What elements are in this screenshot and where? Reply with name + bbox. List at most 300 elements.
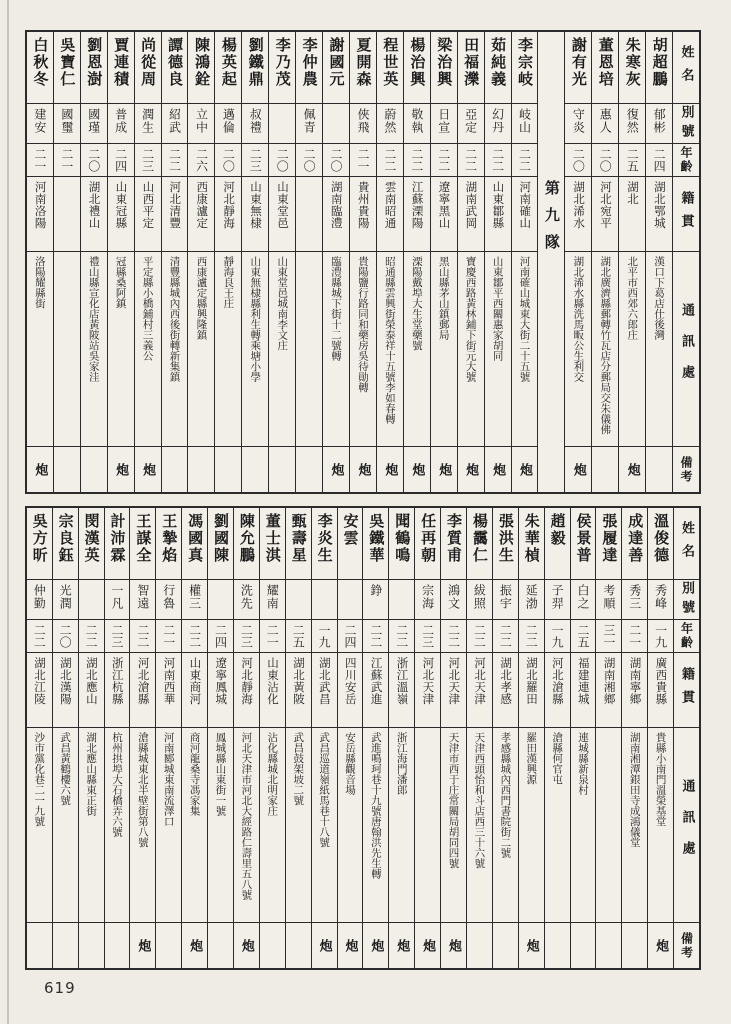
person-alias-cell (571, 580, 596, 620)
person-name-cell (79, 508, 104, 580)
person-column (518, 508, 544, 968)
person-name-cell (619, 32, 645, 104)
person-address-cell-text: 沙市黨化巷二一九號 (33, 732, 46, 827)
person-note-cell-text: 炮 (187, 939, 203, 952)
person-address-cell (404, 252, 430, 447)
person-column (376, 32, 403, 492)
person-age-cell-text: 二五 (625, 148, 640, 172)
person-address-cell (269, 252, 295, 447)
person-alias-cell (389, 580, 414, 620)
person-origin-cell-text: 山東鄒縣 (491, 181, 506, 229)
person-column (233, 508, 259, 968)
person-alias-cell-text: 宗海 (420, 584, 435, 610)
person-address-cell-text: 杭州拱埠大石橋弄六號 (110, 732, 123, 837)
person-address-cell-text: 湖北應山縣東正街 (85, 732, 98, 816)
person-column (80, 32, 107, 492)
person-note-cell (27, 447, 53, 492)
person-note-cell-text: 炮 (113, 463, 129, 476)
row-header-column (673, 508, 699, 968)
person-alias-cell (404, 104, 430, 144)
person-age-cell (105, 620, 130, 653)
person-origin-cell (431, 177, 457, 252)
person-age-cell (545, 620, 570, 653)
person-column (27, 508, 52, 968)
person-name-cell-text: 聞鶴鳴 (393, 513, 412, 564)
person-address-cell (377, 252, 403, 447)
person-alias-cell (363, 580, 388, 620)
person-note-cell-text: 炮 (368, 939, 384, 952)
person-origin-cell-text: 湖北禮山 (87, 181, 102, 229)
person-alias-cell-text: 考順 (601, 584, 616, 610)
person-age-cell (79, 620, 104, 653)
person-origin-cell-text: 浙江杭縣 (110, 657, 125, 705)
person-name-cell-text: 甄壽星 (289, 513, 308, 564)
person-note-cell (182, 923, 207, 968)
person-alias-cell-text: 日宣 (436, 108, 451, 134)
person-address-cell (162, 252, 188, 447)
person-column (53, 32, 80, 492)
person-alias-cell (512, 104, 538, 144)
person-address-cell-text: 臨澧縣城下街十二號轉 (330, 256, 343, 361)
person-alias-cell-text: 郁彬 (652, 108, 667, 134)
person-age-cell-text: 二四 (342, 624, 357, 648)
person-address-cell (105, 728, 130, 923)
person-name-cell (156, 508, 181, 580)
person-age-cell (188, 144, 214, 177)
person-alias-cell (519, 580, 544, 620)
person-note-cell (81, 447, 107, 492)
person-name-cell-text: 趙毅 (548, 513, 567, 547)
person-age-cell (215, 144, 241, 177)
person-origin-cell-text: 遼寧鳳城 (214, 657, 229, 705)
person-age-cell (54, 144, 80, 177)
person-name-cell (441, 508, 466, 580)
person-origin-cell (208, 653, 233, 728)
person-alias-cell-text: 守炎 (571, 108, 586, 134)
person-column (214, 32, 241, 492)
person-age-cell-text: 二一 (59, 148, 74, 172)
person-note-cell-text: 炮 (624, 463, 640, 476)
person-age-cell (296, 144, 322, 177)
person-alias-cell (81, 104, 107, 144)
person-column (414, 508, 440, 968)
person-name-cell-text: 劉國陳 (212, 513, 231, 564)
person-name-cell-text: 李炎生 (315, 513, 334, 564)
person-name-cell-text: 譚德良 (166, 37, 185, 88)
person-alias-cell-text: 國璽 (59, 108, 74, 134)
person-name-cell (596, 508, 621, 580)
person-origin-cell-text: 山東沾化 (266, 657, 281, 705)
person-age-cell (592, 144, 618, 177)
person-alias-cell (350, 104, 376, 144)
person-name-cell-text: 李仲農 (300, 37, 319, 88)
page-number: 619 (44, 979, 76, 997)
person-name-cell (323, 32, 349, 104)
person-address-cell (493, 728, 518, 923)
person-address-cell-text: 平定縣小橋鋪村三義公 (141, 256, 154, 361)
person-age-cell (234, 620, 259, 653)
person-address-cell (485, 252, 511, 447)
row-header-age-text: 年齡 (679, 622, 694, 650)
person-name-cell-text: 程世英 (381, 37, 400, 88)
person-age-cell-text: 二二 (409, 148, 424, 172)
person-age-cell-text: 二一 (265, 624, 280, 648)
person-age-cell-text: 二三 (109, 624, 124, 648)
person-origin-cell-text: 山東商河 (188, 657, 203, 705)
person-alias-cell (493, 580, 518, 620)
person-name-cell-text: 李乃茂 (273, 37, 292, 88)
person-alias-cell-text: 行魯 (161, 584, 176, 610)
person-name-cell (519, 508, 544, 580)
person-name-cell-text: 楊治興 (408, 37, 427, 88)
person-note-cell (545, 923, 570, 968)
person-origin-cell (646, 177, 672, 252)
person-alias-cell (54, 104, 80, 144)
person-column (52, 508, 78, 968)
person-age-cell (130, 620, 155, 653)
person-note-cell (571, 923, 596, 968)
person-name-cell-text: 朱寒灰 (623, 37, 642, 88)
person-age-cell (458, 144, 484, 177)
person-name-cell-text: 吳方昕 (30, 513, 49, 564)
person-origin-cell-text: 遼寧黑山 (437, 181, 452, 229)
person-origin-cell-text: 河北天津 (447, 657, 462, 705)
person-note-cell (135, 447, 161, 492)
person-name-cell (260, 508, 285, 580)
person-alias-cell-text: 耀南 (265, 584, 280, 610)
person-alias-cell-text: 振宇 (498, 584, 513, 610)
person-alias-cell (431, 104, 457, 144)
person-origin-cell (182, 653, 207, 728)
row-header-name (673, 32, 699, 104)
person-alias-cell (242, 104, 268, 144)
person-address-cell-text: 武昌巡道嶺紙馬巷十八號 (318, 732, 331, 848)
person-name-cell (565, 32, 591, 104)
person-address-cell-text: 貴縣小南門溫榮基堂 (654, 732, 667, 827)
person-name-cell (646, 32, 672, 104)
person-age-cell-text: 二〇 (329, 148, 344, 172)
person-origin-cell-text: 湖北應山 (84, 657, 99, 705)
person-origin-cell-text: 湖北孝感 (499, 657, 514, 705)
person-origin-cell (565, 177, 591, 252)
person-age-cell (182, 620, 207, 653)
person-name-cell (571, 508, 596, 580)
person-alias-cell (286, 580, 311, 620)
row-header-note-text: 備考 (679, 455, 694, 484)
person-age-cell-text: 二五 (291, 624, 306, 648)
person-address-cell (286, 728, 311, 923)
person-alias-cell-text: 秀峰 (653, 584, 668, 610)
person-note-cell (27, 923, 52, 968)
person-address-cell (54, 252, 80, 447)
person-alias-cell (182, 580, 207, 620)
person-origin-cell (215, 177, 241, 252)
person-column (349, 32, 376, 492)
person-age-cell (338, 620, 363, 653)
person-note-cell (404, 447, 430, 492)
person-column (544, 508, 570, 968)
person-note-cell-text: 炮 (446, 939, 462, 952)
person-alias-cell-text: 佩青 (302, 108, 317, 134)
person-name-cell-text: 王摯焰 (160, 513, 179, 564)
person-origin-cell-text: 湖北羅田 (524, 657, 539, 705)
person-address-cell-text: 山東無棣縣利生轉乘塘小學 (249, 256, 262, 382)
person-name-cell (592, 32, 618, 104)
person-age-cell (512, 144, 538, 177)
person-address-cell (467, 728, 492, 923)
person-origin-cell (135, 177, 161, 252)
person-origin-cell (338, 653, 363, 728)
person-name-cell (512, 32, 538, 104)
person-name-cell-text: 謝國元 (327, 37, 346, 88)
person-address-cell-text: 山東鄒平西關惠家胡同 (491, 256, 504, 361)
person-name-cell (415, 508, 440, 580)
person-age-cell-text: 三一 (601, 624, 616, 648)
person-name-cell-text: 董恩培 (596, 37, 615, 88)
person-alias-cell (260, 580, 285, 620)
person-alias-cell (108, 104, 134, 144)
person-note-cell-text: 炮 (570, 463, 586, 476)
person-address-cell (622, 728, 647, 923)
person-address-cell (431, 252, 457, 447)
person-note-cell (431, 447, 457, 492)
person-name-cell (188, 32, 214, 104)
row-header-name-text: 姓名 (678, 44, 694, 91)
person-name-cell-text: 李宗岐 (516, 37, 534, 88)
person-column (295, 32, 322, 492)
person-alias-cell (648, 580, 673, 620)
person-age-cell-text: 二一 (355, 148, 370, 172)
person-address-cell-text: 孝感縣城內西門書院街二號 (499, 732, 512, 858)
person-alias-cell-text: 敬執 (409, 108, 424, 134)
person-column (161, 32, 188, 492)
person-name-cell-text: 陳鴻銓 (192, 37, 211, 88)
person-note-cell (162, 447, 188, 492)
person-alias-cell-text: 秀三 (627, 584, 642, 610)
person-alias-cell-text: 復然 (625, 108, 640, 134)
person-age-cell-text: 二二 (490, 148, 505, 172)
person-note-cell (156, 923, 181, 968)
person-origin-cell-text: 河北清豐 (168, 181, 183, 229)
person-alias-cell-text: 權三 (187, 584, 202, 610)
person-name-cell-text: 侯景普 (574, 513, 593, 564)
person-note-cell (296, 447, 322, 492)
person-origin-cell (377, 177, 403, 252)
person-name-cell-text: 宗良鈺 (56, 513, 75, 564)
person-origin-cell (54, 177, 80, 252)
row-header-note (673, 447, 699, 492)
person-address-cell (156, 728, 181, 923)
person-address-cell (108, 252, 134, 447)
person-alias-cell (545, 580, 570, 620)
person-column (181, 508, 207, 968)
person-origin-cell-text: 河南西華 (162, 657, 177, 705)
person-address-cell-text: 清豐縣城內西後街轉新集鎮 (168, 256, 181, 382)
person-column (155, 508, 181, 968)
person-origin-cell (458, 177, 484, 252)
person-alias-cell-text: 錚 (368, 584, 383, 597)
person-address-cell (242, 252, 268, 447)
roster-table-top (25, 30, 701, 494)
person-address-cell-text: 湖北浠水縣洗馬畈公生利交 (572, 256, 585, 382)
person-origin-cell (467, 653, 492, 728)
person-address-cell-text: 昭通縣雲興街榮泰祥十五號李如春轉 (383, 256, 396, 424)
person-age-cell-text: 二三 (239, 624, 254, 648)
person-alias-cell-text: 建安 (32, 108, 47, 134)
person-alias-cell (215, 104, 241, 144)
person-address-cell-text: 禮山縣宣化店黃陂站吳家洼 (87, 256, 100, 382)
person-origin-cell-text: 江蘇溧陽 (410, 181, 425, 229)
person-note-cell (215, 447, 241, 492)
person-age-cell-text: 二二 (167, 148, 182, 172)
person-age-cell (619, 144, 645, 177)
person-alias-cell-text: 鴻文 (446, 584, 461, 610)
person-name-cell (377, 32, 403, 104)
person-origin-cell (188, 177, 214, 252)
row-header-age (673, 144, 699, 177)
person-age-cell-text: 二一 (161, 624, 176, 648)
person-note-cell (188, 447, 214, 492)
person-note-cell-text: 炮 (135, 939, 151, 952)
person-age-cell (467, 620, 492, 653)
person-origin-cell (441, 653, 466, 728)
person-origin-cell-text: 河北滄縣 (136, 657, 151, 705)
person-age-cell-text: 二三 (140, 148, 155, 172)
person-age-cell (269, 144, 295, 177)
person-address-cell-text: 武昌黃鶴樓六號 (59, 732, 72, 806)
person-name-cell-text: 溫俊德 (652, 513, 671, 564)
person-address-cell-text: 滄縣何官屯 (551, 732, 564, 785)
person-origin-cell (415, 653, 440, 728)
person-address-cell (296, 252, 322, 447)
person-name-cell (485, 32, 511, 104)
person-origin-cell (234, 653, 259, 728)
person-age-cell-text: 二三 (420, 624, 435, 648)
person-age-cell-text: 二二 (436, 148, 451, 172)
person-note-cell (105, 923, 130, 968)
person-age-cell-text: 二五 (575, 624, 590, 648)
person-origin-cell-text: 山東無棣 (249, 181, 264, 229)
person-origin-cell-text: 河北天津 (473, 657, 488, 705)
person-address-cell (312, 728, 337, 923)
person-origin-cell-text: 山東冠縣 (114, 181, 129, 229)
person-address-cell (27, 252, 53, 447)
person-column (647, 508, 673, 968)
person-name-cell-text: 朱華楨 (522, 513, 541, 564)
person-alias-cell-text: 惠人 (598, 108, 613, 134)
person-note-cell-text: 炮 (140, 463, 156, 476)
person-note-cell (208, 923, 233, 968)
row-header-note-text: 備考 (679, 931, 694, 960)
person-name-cell-text: 楊靄仁 (470, 513, 489, 564)
person-age-cell-text: 二二 (187, 624, 202, 648)
person-address-cell (545, 728, 570, 923)
person-address-cell-text: 湖北廣濟縣郵轉竹瓦店分郵局交朱儀佛 (599, 256, 612, 435)
person-origin-cell-text: 湖南臨澧 (329, 181, 344, 229)
person-origin-cell-text: 山東堂邑 (275, 181, 290, 229)
person-origin-cell-text: 福建連城 (576, 657, 591, 705)
person-alias-cell-text: 白之 (575, 584, 590, 610)
person-age-cell (81, 144, 107, 177)
person-alias-cell-text: 國瑾 (86, 108, 101, 134)
person-name-cell (135, 32, 161, 104)
person-address-cell (215, 252, 241, 447)
person-address-cell-text: 滄縣城東北半壁街第八號 (136, 732, 149, 848)
person-address-cell (260, 728, 285, 923)
person-alias-cell (596, 580, 621, 620)
person-origin-cell-text: 湖北浠水 (572, 181, 587, 229)
person-address-cell (565, 252, 591, 447)
person-name-cell (389, 508, 414, 580)
person-note-cell-text: 炮 (517, 463, 532, 476)
person-column (134, 32, 161, 492)
person-column (259, 508, 285, 968)
person-alias-cell-text: 子羿 (550, 584, 565, 610)
person-name-cell (296, 32, 322, 104)
person-name-cell-text: 張履達 (600, 513, 619, 564)
person-age-cell (565, 144, 591, 177)
person-origin-cell-text: 浙江溫嶺 (395, 657, 410, 705)
person-alias-cell (312, 580, 337, 620)
person-name-cell-text: 白秋冬 (31, 37, 50, 88)
person-note-cell (619, 447, 645, 492)
person-note-cell (269, 447, 295, 492)
person-note-cell (467, 923, 492, 968)
person-address-cell (592, 252, 618, 447)
person-column (362, 508, 388, 968)
person-address-cell-text: 貴陽鹽行路同和藥房吳待勛轉 (356, 256, 369, 393)
person-note-cell (377, 447, 403, 492)
person-address-cell (441, 728, 466, 923)
person-origin-cell (519, 653, 544, 728)
person-note-cell (596, 923, 621, 968)
person-origin-cell (596, 653, 621, 728)
row-header-name (674, 508, 699, 580)
person-address-cell-text: 連城縣新泉村 (576, 732, 589, 795)
person-alias-cell-text: 延渤 (524, 584, 539, 610)
person-alias-cell (296, 104, 322, 144)
row-header-origin-text: 籍貫 (678, 191, 694, 237)
person-origin-cell (622, 653, 647, 728)
person-origin-cell (363, 653, 388, 728)
person-age-cell (596, 620, 621, 653)
person-name-cell (54, 32, 80, 104)
person-origin-cell (130, 653, 155, 728)
person-origin-cell (512, 177, 538, 252)
person-note-cell (485, 447, 511, 492)
person-age-cell (646, 144, 672, 177)
person-column (322, 32, 349, 492)
person-origin-cell (81, 177, 107, 252)
person-age-cell-text: 一九 (550, 624, 565, 648)
person-address-cell (81, 252, 107, 447)
person-note-cell (108, 447, 134, 492)
person-age-cell (162, 144, 188, 177)
person-age-cell (108, 144, 134, 177)
person-column (430, 32, 457, 492)
person-name-cell-text: 成達善 (626, 513, 645, 564)
person-note-cell-text: 炮 (32, 463, 48, 476)
person-age-cell-text: 二〇 (571, 148, 586, 172)
person-alias-cell (619, 104, 645, 144)
person-origin-cell-text: 湖北鄂城 (652, 181, 667, 229)
person-origin-cell-text: 江蘇武進 (369, 657, 384, 705)
person-origin-cell-text: 湖北 (625, 181, 640, 205)
person-origin-cell (485, 177, 511, 252)
row-header-origin (673, 177, 699, 252)
person-column (484, 32, 511, 492)
person-address-cell-text: 天津市西于庄常關局胡同四號 (447, 732, 460, 869)
